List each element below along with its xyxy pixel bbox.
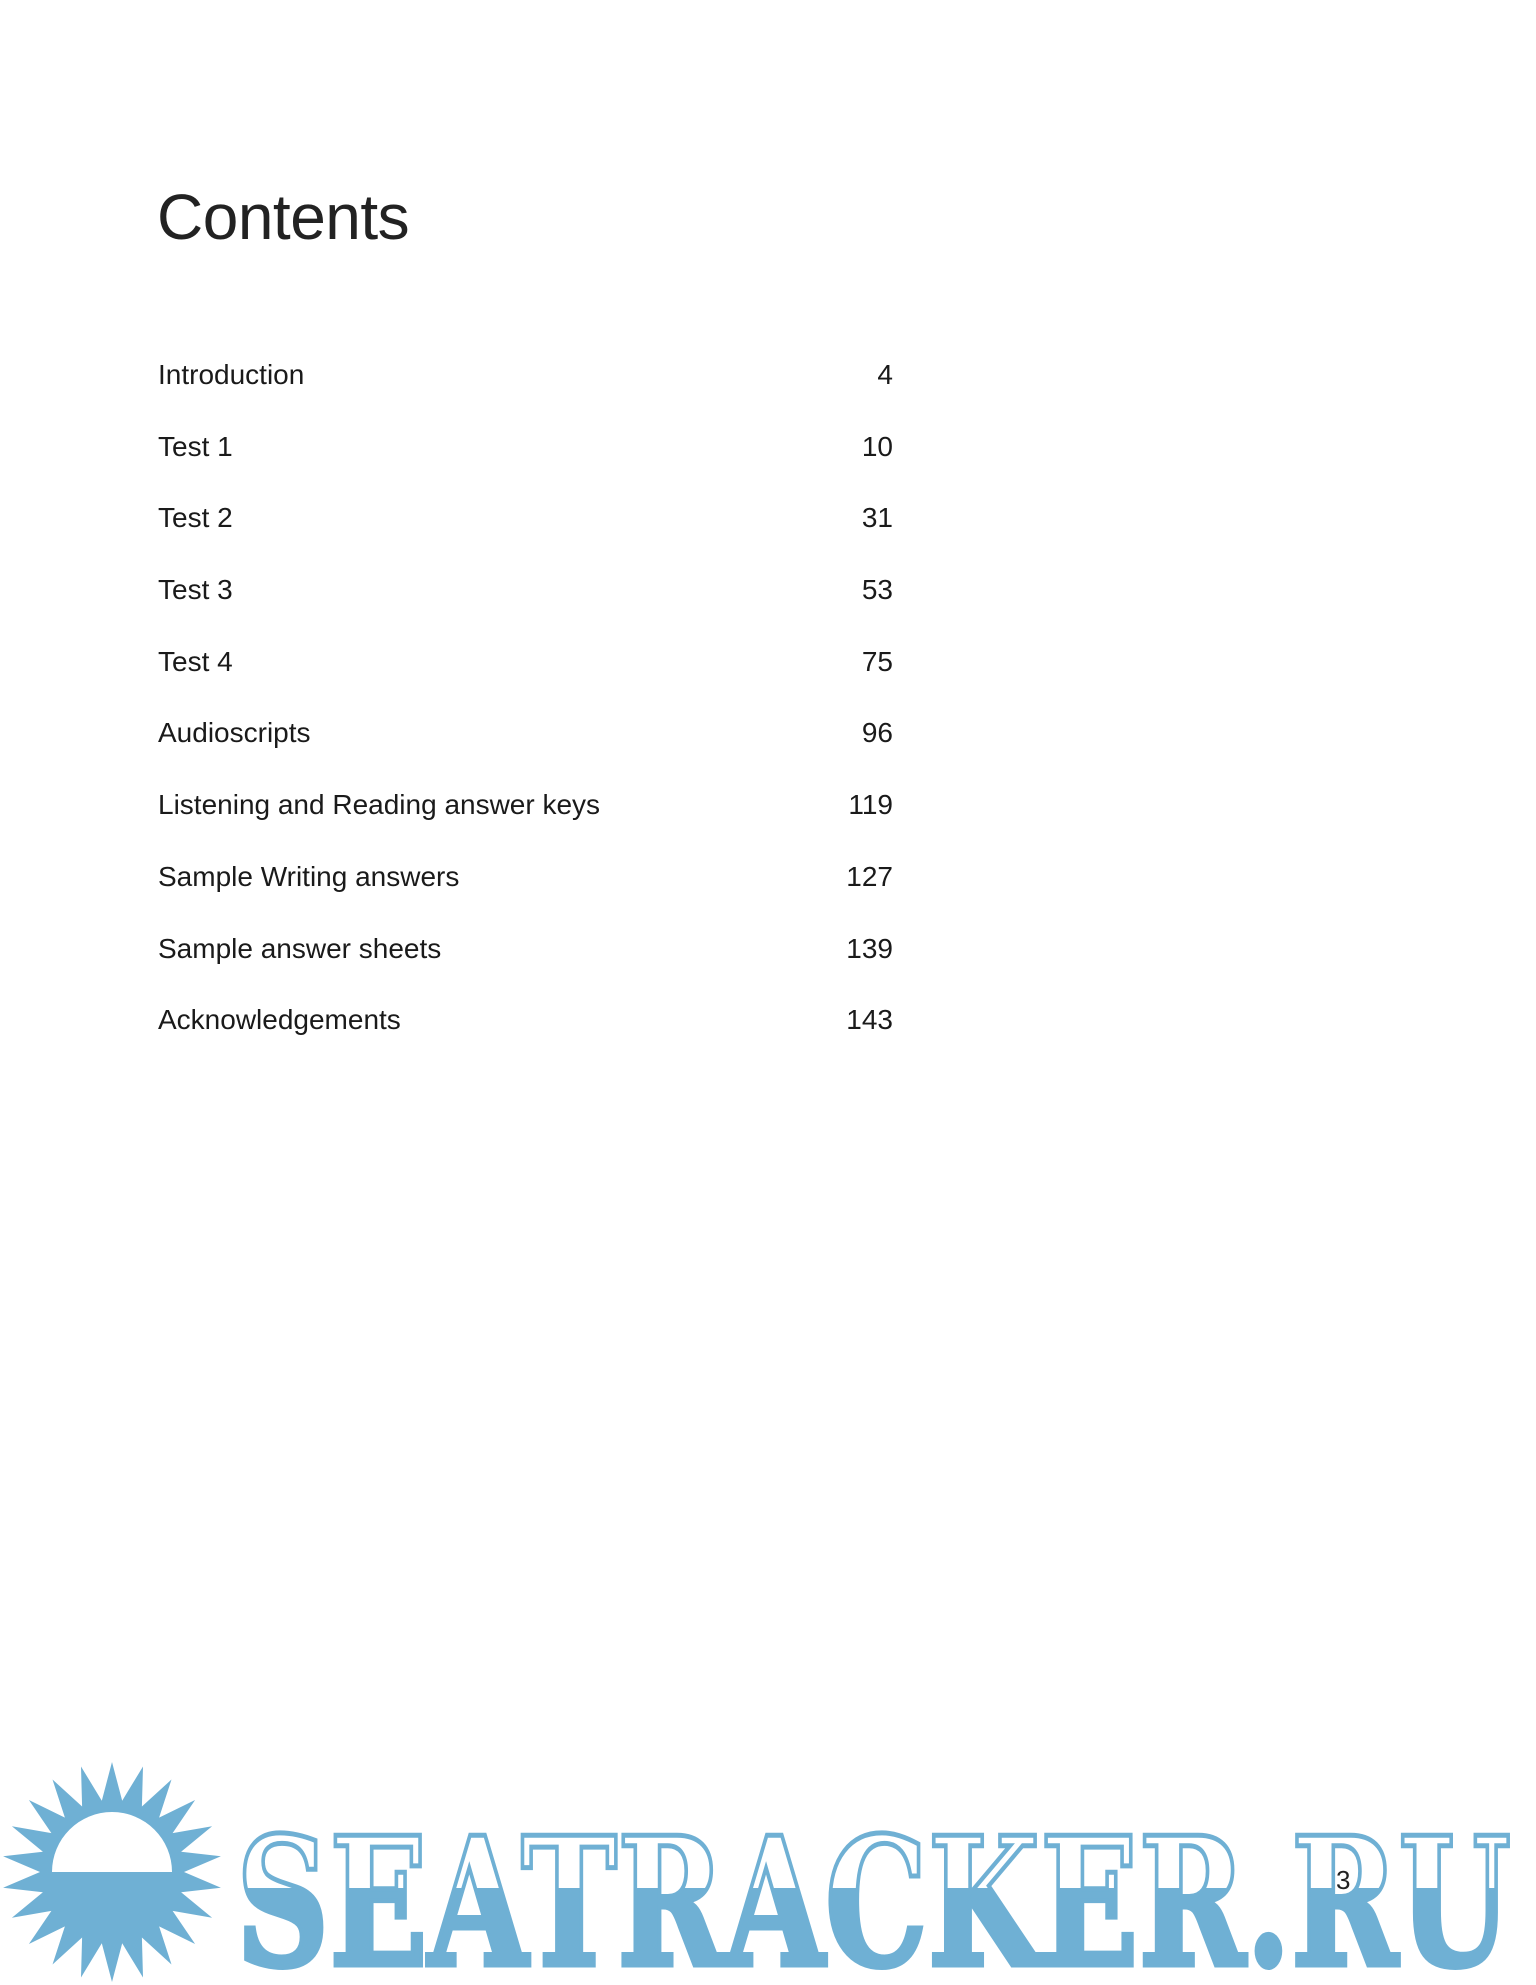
toc-entry-answer-keys[interactable] bbox=[158, 785, 893, 857]
toc-entry-page: 143 bbox=[846, 1004, 893, 1036]
toc-entry-page: 4 bbox=[877, 359, 893, 390]
toc-entry-page: 75 bbox=[861, 645, 893, 677]
toc-entry-answer-sheets[interactable] bbox=[158, 929, 893, 1001]
toc-entry-page: 139 bbox=[846, 932, 893, 964]
toc-entry-label: Sample answer sheets bbox=[158, 932, 442, 964]
page-title: Contents bbox=[157, 181, 410, 253]
toc-entry-audioscripts[interactable] bbox=[158, 713, 893, 785]
toc-entry-page: 31 bbox=[861, 502, 893, 534]
toc-entry-label: Test 3 bbox=[158, 574, 233, 606]
toc-entry-introduction[interactable] bbox=[158, 355, 893, 427]
toc-entry-label: Introduction bbox=[158, 359, 305, 390]
toc-entry-acknowledgements[interactable] bbox=[158, 1000, 893, 1072]
toc-entry-page: 96 bbox=[861, 717, 893, 749]
toc-entry-label: Sample Writing answers bbox=[158, 860, 460, 892]
toc-entry-test-2[interactable] bbox=[158, 498, 893, 570]
toc-entry-test-4[interactable] bbox=[158, 642, 893, 714]
toc-entry-label: Test 2 bbox=[158, 502, 233, 534]
toc-entry-page: 119 bbox=[848, 789, 893, 821]
toc-entry-label: Test 1 bbox=[158, 430, 233, 462]
table-of-contents bbox=[158, 355, 893, 1072]
watermark-logo bbox=[0, 1760, 1536, 1985]
toc-entry-test-1[interactable] bbox=[158, 427, 893, 499]
page-number: 3 bbox=[1336, 1865, 1351, 1895]
toc-entry-label: Audioscripts bbox=[158, 717, 311, 749]
watermark-text: SEATRACKER.RU bbox=[236, 1798, 1511, 1985]
toc-entry-label: Listening and Reading answer keys bbox=[158, 789, 601, 821]
toc-entry-page: 53 bbox=[861, 574, 893, 606]
toc-entry-label: Acknowledgements bbox=[158, 1004, 401, 1036]
toc-entry-page: 10 bbox=[861, 430, 893, 462]
sun-icon bbox=[3, 1762, 221, 1982]
toc-entry-label: Test 4 bbox=[158, 645, 233, 677]
toc-entry-page: 127 bbox=[846, 860, 893, 892]
toc-entry-sample-writing[interactable] bbox=[158, 857, 893, 929]
toc-entry-test-3[interactable] bbox=[158, 570, 893, 642]
